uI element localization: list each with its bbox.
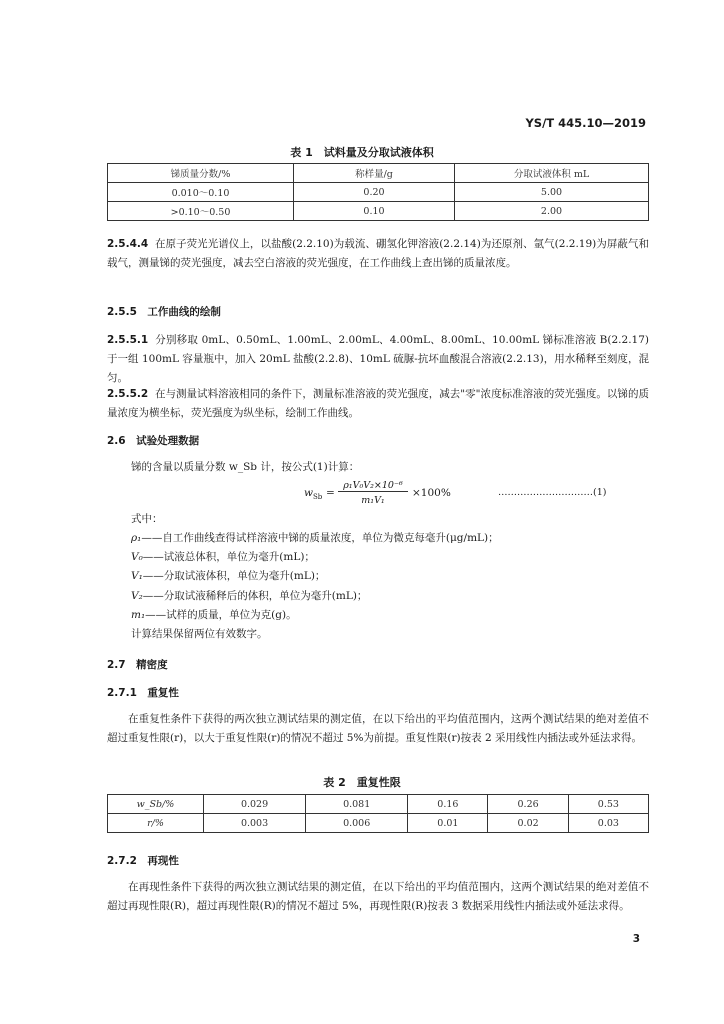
table1-caption: 表 1 试料量及分取试液体积 [290, 146, 434, 159]
table-cell: 0.26 [488, 795, 568, 814]
page-number: 3 [632, 933, 640, 945]
definition-item: V₁——分取试液体积，单位为毫升(mL)； [131, 570, 326, 583]
table1 [107, 163, 649, 221]
clause-text: 在与测量试料溶液相同的条件下，测量标准溶液的荧光强度，减去"零"浓度标准溶液的荧光强度。以锑的质量浓度为横坐标，荧光强度为纵坐标，绘制工作曲线。 [107, 388, 649, 419]
clause-number: 2.5.5.1 [107, 334, 149, 346]
table-cell: 0.029 [204, 795, 306, 814]
table-cell: 0.10 [294, 202, 455, 221]
clause-text: 分别移取 0mL、0.50mL、1.00mL、2.00mL、4.00mL、8.00mL、10.00mL 锑标准溶液 B(2.2.17)于一组 100mL 容量瓶中，加入 20mL 盐酸(2.2.8)、10mL 硫脲-抗坏血酸混合溶液(2.2.13)，用水稀释至刻度，混匀。 [107, 334, 649, 384]
table-row-label: r/% [108, 814, 204, 833]
table-header-cell: 称样量/g [294, 164, 455, 183]
heading-2-6: 2.6 试验处理数据 [107, 435, 200, 447]
table-row [108, 183, 649, 202]
clause-number: 2.5.5.2 [107, 388, 149, 400]
formula-denominator: m₁V₁ [361, 495, 385, 506]
heading-2-7-2: 2.7.2 再现性 [107, 855, 179, 867]
table-row [108, 202, 649, 221]
table-header-row [108, 164, 649, 183]
equals-sign: = [326, 487, 335, 499]
symbol-definitions [131, 529, 649, 644]
section-2-5-5-1 [107, 331, 649, 388]
clause-text: 在原子荧光光谱仪上，以盐酸(2.2.10)为载流、硼氢化钾溶液(2.2.14)为还原剂、氩气(2.2.19)为屏蔽气和载气，测量锑的荧光强度，减去空白溶液的荧光强度，在工作曲线上查出锑的质量浓度。 [107, 238, 649, 269]
table-cell: 0.16 [408, 795, 488, 814]
table-cell: 2.00 [455, 202, 649, 221]
table-row [108, 814, 649, 833]
table-header-cell: 锑质量分数/% [108, 164, 294, 183]
heading-2-5-5: 2.5.5 工作曲线的绘制 [107, 306, 221, 318]
table-cell: 0.003 [204, 814, 306, 833]
table-cell: 0.03 [568, 814, 648, 833]
table-cell: 5.00 [455, 183, 649, 202]
definition-item: V₂——分取试液稀释后的体积，单位为毫升(mL)； [131, 589, 368, 602]
table-row-label: w_Sb/% [108, 795, 204, 814]
formula-intro: 锑的含量以质量分数 w_Sb 计，按公式(1)计算： [131, 461, 360, 473]
where-label: 式中： [131, 513, 163, 525]
section-2-5-4-4 [107, 235, 649, 273]
formula-numerator: ρ₁V₀V₂×10⁻⁶ [338, 480, 408, 492]
table-row [108, 795, 649, 814]
standard-number: YS/T 445.10—2019 [525, 116, 646, 130]
repeatability-text: 在重复性条件下获得的两次独立测试结果的测定值，在以下给出的平均值范围内，这两个测试结果的绝对差值不超过重复性限(r)，以大于重复性限(r)的情况不超过 5%为前提。重复性限(r)按表 2 采用线性内插法或外延法求得。 [107, 713, 649, 744]
definition-item: V₀——试液总体积，单位为毫升(mL)； [131, 551, 315, 564]
table2-caption: 表 2 重复性限 [323, 776, 401, 789]
formula-tail: ×100% [412, 487, 451, 499]
table-cell: 0.010～0.10 [108, 183, 294, 202]
table-cell: 0.01 [408, 814, 488, 833]
clause-number: 2.5.4.4 [107, 238, 149, 250]
table-cell: 0.081 [306, 795, 408, 814]
table-cell: >0.10～0.50 [108, 202, 294, 221]
formula-lhs: $w_{Sb}$ [304, 487, 323, 502]
definition-item: m₁——试样的质量，单位为克(g)。 [131, 608, 297, 621]
table-header-cell: 分取试液体积 mL [455, 164, 649, 183]
heading-2-7: 2.7 精密度 [107, 659, 168, 671]
table-cell: 0.20 [294, 183, 455, 202]
table-cell: 0.53 [568, 795, 648, 814]
heading-2-7-1: 2.7.1 重复性 [107, 687, 179, 699]
reproducibility-text: 在再现性条件下获得的两次独立测试结果的测定值，在以下给出的平均值范围内，这两个测试结果的绝对差值不超过再现性限(R)，超过再现性限(R)的情况不超过 5%，再现性限(R)按表 3 数据采用线性内插法或外延法求得。 [107, 881, 649, 912]
table2 [107, 794, 649, 833]
definition-item: ρ₁——自工作曲线查得试样溶液中锑的质量浓度，单位为微克每毫升(μg/mL)； [131, 532, 499, 544]
table-cell: 0.02 [488, 814, 568, 833]
formula-label: …………………………(1) [498, 487, 607, 498]
rounding-note: 计算结果保留两位有效数字。 [131, 628, 268, 641]
section-2-5-5-2 [107, 385, 649, 423]
table-cell: 0.006 [306, 814, 408, 833]
